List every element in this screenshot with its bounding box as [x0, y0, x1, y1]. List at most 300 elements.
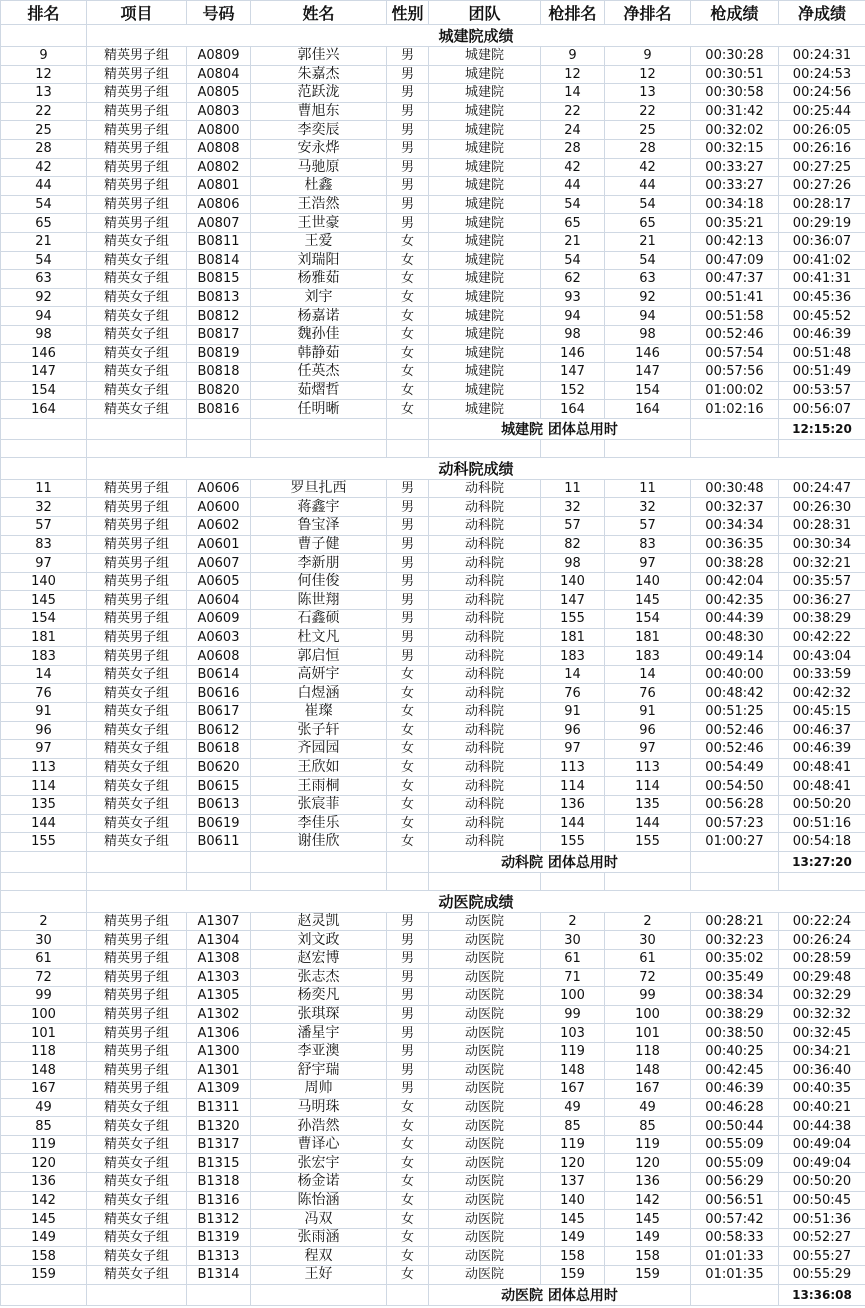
cell-net-rank: 11 [605, 479, 691, 498]
cell-team: 动医院 [429, 1098, 541, 1117]
cell-name: 孙浩然 [251, 1117, 387, 1136]
cell-net-time: 00:45:52 [779, 307, 865, 326]
cell-team: 动科院 [429, 777, 541, 796]
cell-net-time: 00:28:17 [779, 195, 865, 214]
cell-gun-time: 00:38:34 [691, 987, 779, 1006]
cell-gun-rank: 98 [541, 554, 605, 573]
cell-event: 精英男子组 [87, 987, 187, 1006]
cell-name: 杜鑫 [251, 177, 387, 196]
cell-gun-rank: 54 [541, 251, 605, 270]
table-row [1, 400, 865, 419]
table-row [1, 270, 865, 289]
cell-net-rank: 21 [605, 232, 691, 251]
cell-team: 动科院 [429, 721, 541, 740]
cell-gender: 女 [387, 232, 429, 251]
col-header-bib: 号码 [187, 1, 251, 25]
cell-rank: 42 [1, 158, 87, 177]
cell-net-time: 00:32:29 [779, 987, 865, 1006]
empty-cell [1, 872, 87, 890]
cell-team: 动医院 [429, 1042, 541, 1061]
cell-bib: A0807 [187, 214, 251, 233]
empty-cell [87, 439, 187, 457]
cell-net-rank: 148 [605, 1061, 691, 1080]
cell-net-rank: 57 [605, 517, 691, 536]
cell-gun-time: 00:56:28 [691, 795, 779, 814]
cell-bib: A0606 [187, 479, 251, 498]
cell-net-time: 00:32:32 [779, 1005, 865, 1024]
cell-net-time: 00:55:29 [779, 1266, 865, 1285]
cell-gun-time: 00:42:45 [691, 1061, 779, 1080]
empty-cell [251, 439, 387, 457]
empty-cell [1, 439, 87, 457]
cell-gun-rank: 94 [541, 307, 605, 326]
cell-bib: B0812 [187, 307, 251, 326]
cell-gun-rank: 22 [541, 102, 605, 121]
cell-bib: A0802 [187, 158, 251, 177]
cell-rank: 83 [1, 535, 87, 554]
cell-rank: 22 [1, 102, 87, 121]
cell-gun-time: 01:00:02 [691, 381, 779, 400]
cell-team: 动科院 [429, 684, 541, 703]
cell-rank: 146 [1, 344, 87, 363]
cell-net-rank: 100 [605, 1005, 691, 1024]
cell-gun-time: 00:30:48 [691, 479, 779, 498]
empty-cell [429, 872, 541, 890]
cell-gender: 女 [387, 400, 429, 419]
cell-net-rank: 54 [605, 251, 691, 270]
empty-cell [387, 418, 429, 439]
cell-rank: 94 [1, 307, 87, 326]
cell-net-time: 00:44:38 [779, 1117, 865, 1136]
cell-name: 杨雅茹 [251, 270, 387, 289]
cell-gun-rank: 28 [541, 139, 605, 158]
table-row [1, 740, 865, 759]
cell-name: 任明晰 [251, 400, 387, 419]
table-row [1, 758, 865, 777]
empty-cell [691, 439, 779, 457]
cell-name: 马明珠 [251, 1098, 387, 1117]
cell-net-time: 00:49:04 [779, 1154, 865, 1173]
table-row [1, 1135, 865, 1154]
cell-bib: B1312 [187, 1210, 251, 1229]
cell-gun-time: 00:34:18 [691, 195, 779, 214]
table-row [1, 833, 865, 852]
cell-team: 动科院 [429, 628, 541, 647]
cell-event: 精英女子组 [87, 232, 187, 251]
cell-team: 城建院 [429, 84, 541, 103]
cell-bib: B0613 [187, 795, 251, 814]
cell-net-time: 00:26:24 [779, 931, 865, 950]
cell-event: 精英女子组 [87, 1135, 187, 1154]
cell-name: 杨奕凡 [251, 987, 387, 1006]
cell-name: 高妍宇 [251, 665, 387, 684]
cell-gun-time: 00:42:13 [691, 232, 779, 251]
cell-bib: A0800 [187, 121, 251, 140]
cell-rank: 101 [1, 1024, 87, 1043]
cell-bib: B0616 [187, 684, 251, 703]
table-row [1, 912, 865, 931]
cell-name: 周帅 [251, 1080, 387, 1099]
cell-gun-rank: 11 [541, 479, 605, 498]
cell-rank: 63 [1, 270, 87, 289]
cell-net-time: 00:30:34 [779, 535, 865, 554]
empty-cell [1, 457, 87, 479]
empty-cell [187, 851, 251, 872]
cell-gun-time: 00:52:46 [691, 721, 779, 740]
empty-cell [1, 25, 87, 47]
cell-gun-rank: 155 [541, 610, 605, 629]
cell-event: 精英男子组 [87, 591, 187, 610]
cell-event: 精英男子组 [87, 195, 187, 214]
team-total-row [1, 1284, 865, 1305]
cell-gun-time: 00:32:15 [691, 139, 779, 158]
cell-team: 动科院 [429, 591, 541, 610]
cell-team: 动科院 [429, 498, 541, 517]
cell-net-time: 00:48:41 [779, 758, 865, 777]
cell-name: 郭启恒 [251, 647, 387, 666]
empty-cell [691, 418, 779, 439]
cell-bib: A1303 [187, 968, 251, 987]
cell-gender: 男 [387, 591, 429, 610]
col-header-event: 项目 [87, 1, 187, 25]
table-row [1, 195, 865, 214]
cell-gun-rank: 100 [541, 987, 605, 1006]
cell-team: 城建院 [429, 214, 541, 233]
cell-gun-rank: 137 [541, 1173, 605, 1192]
cell-event: 精英女子组 [87, 740, 187, 759]
empty-cell [87, 418, 187, 439]
cell-name: 李亚澳 [251, 1042, 387, 1061]
cell-gun-time: 00:42:04 [691, 572, 779, 591]
cell-gun-rank: 76 [541, 684, 605, 703]
cell-bib: A0603 [187, 628, 251, 647]
table-row [1, 572, 865, 591]
cell-rank: 65 [1, 214, 87, 233]
cell-net-time: 00:46:39 [779, 325, 865, 344]
cell-team: 城建院 [429, 400, 541, 419]
cell-net-time: 00:22:24 [779, 912, 865, 931]
cell-gender: 女 [387, 1154, 429, 1173]
cell-net-rank: 98 [605, 325, 691, 344]
cell-net-time: 00:24:47 [779, 479, 865, 498]
cell-bib: B0817 [187, 325, 251, 344]
table-row [1, 363, 865, 382]
spacer-row [1, 872, 865, 890]
cell-team: 动医院 [429, 1228, 541, 1247]
table-row [1, 610, 865, 629]
cell-bib: B0815 [187, 270, 251, 289]
cell-net-time: 00:26:30 [779, 498, 865, 517]
cell-rank: 159 [1, 1266, 87, 1285]
empty-cell [187, 418, 251, 439]
cell-net-time: 00:28:59 [779, 949, 865, 968]
cell-gender: 男 [387, 610, 429, 629]
cell-gender: 男 [387, 158, 429, 177]
cell-rank: 135 [1, 795, 87, 814]
cell-name: 陈世翔 [251, 591, 387, 610]
cell-event: 精英男子组 [87, 498, 187, 517]
cell-gender: 男 [387, 968, 429, 987]
cell-event: 精英女子组 [87, 795, 187, 814]
cell-name: 王雨桐 [251, 777, 387, 796]
cell-gun-time: 00:32:23 [691, 931, 779, 950]
cell-gun-rank: 65 [541, 214, 605, 233]
cell-team: 动科院 [429, 479, 541, 498]
cell-team: 动科院 [429, 833, 541, 852]
cell-net-time: 00:38:29 [779, 610, 865, 629]
table-row [1, 139, 865, 158]
empty-cell [387, 439, 429, 457]
cell-net-time: 00:40:21 [779, 1098, 865, 1117]
section-title: 动科院成绩 [87, 457, 865, 479]
cell-gun-time: 00:42:35 [691, 591, 779, 610]
cell-name: 程双 [251, 1247, 387, 1266]
cell-gender: 女 [387, 1266, 429, 1285]
cell-team: 动医院 [429, 1005, 541, 1024]
cell-gun-time: 00:58:33 [691, 1228, 779, 1247]
cell-bib: B0617 [187, 703, 251, 722]
header-row [1, 1, 865, 25]
cell-gun-rank: 119 [541, 1135, 605, 1154]
cell-gun-time: 00:48:30 [691, 628, 779, 647]
cell-event: 精英男子组 [87, 1080, 187, 1099]
empty-cell [251, 851, 387, 872]
empty-cell [1, 1284, 87, 1305]
col-header-net-time: 净成绩 [779, 1, 865, 25]
empty-cell [605, 872, 691, 890]
cell-net-time: 00:51:48 [779, 344, 865, 363]
cell-bib: A0808 [187, 139, 251, 158]
cell-rank: 32 [1, 498, 87, 517]
cell-gun-time: 00:33:27 [691, 177, 779, 196]
cell-event: 精英男子组 [87, 84, 187, 103]
col-header-gun-time: 枪成绩 [691, 1, 779, 25]
table-row [1, 968, 865, 987]
table-row [1, 628, 865, 647]
cell-name: 杨金诺 [251, 1173, 387, 1192]
cell-event: 精英女子组 [87, 1154, 187, 1173]
col-header-team: 团队 [429, 1, 541, 25]
cell-event: 精英女子组 [87, 1117, 187, 1136]
cell-net-time: 00:36:27 [779, 591, 865, 610]
cell-net-rank: 155 [605, 833, 691, 852]
cell-gun-rank: 97 [541, 740, 605, 759]
cell-net-rank: 92 [605, 288, 691, 307]
cell-name: 郭佳兴 [251, 47, 387, 66]
team-total-label: 动科院 团体总用时 [429, 851, 691, 872]
cell-rank: 154 [1, 610, 87, 629]
cell-team: 城建院 [429, 47, 541, 66]
cell-event: 精英男子组 [87, 1005, 187, 1024]
cell-gun-time: 00:55:09 [691, 1154, 779, 1173]
cell-event: 精英男子组 [87, 214, 187, 233]
cell-gun-rank: 42 [541, 158, 605, 177]
cell-gun-time: 00:49:14 [691, 647, 779, 666]
cell-gun-rank: 147 [541, 591, 605, 610]
col-header-gun-rank: 枪排名 [541, 1, 605, 25]
empty-cell [251, 418, 387, 439]
cell-bib: B0619 [187, 814, 251, 833]
cell-net-rank: 63 [605, 270, 691, 289]
cell-gender: 女 [387, 1117, 429, 1136]
cell-gun-rank: 9 [541, 47, 605, 66]
cell-team: 城建院 [429, 65, 541, 84]
cell-team: 城建院 [429, 381, 541, 400]
cell-gun-rank: 30 [541, 931, 605, 950]
table-row [1, 1117, 865, 1136]
cell-rank: 2 [1, 912, 87, 931]
cell-gender: 女 [387, 288, 429, 307]
cell-team: 动科院 [429, 814, 541, 833]
cell-net-time: 00:41:02 [779, 251, 865, 270]
cell-event: 精英男子组 [87, 139, 187, 158]
cell-rank: 57 [1, 517, 87, 536]
cell-bib: B1316 [187, 1191, 251, 1210]
cell-net-rank: 54 [605, 195, 691, 214]
cell-net-time: 00:41:31 [779, 270, 865, 289]
cell-net-time: 00:27:26 [779, 177, 865, 196]
cell-rank: 49 [1, 1098, 87, 1117]
cell-gun-time: 00:31:42 [691, 102, 779, 121]
cell-net-time: 00:50:45 [779, 1191, 865, 1210]
cell-gun-time: 00:33:27 [691, 158, 779, 177]
cell-net-rank: 12 [605, 65, 691, 84]
empty-cell [541, 439, 605, 457]
cell-net-rank: 114 [605, 777, 691, 796]
cell-gender: 男 [387, 1005, 429, 1024]
cell-gender: 女 [387, 251, 429, 270]
cell-gun-rank: 32 [541, 498, 605, 517]
cell-name: 任英杰 [251, 363, 387, 382]
cell-bib: A1304 [187, 931, 251, 950]
cell-name: 赵灵凯 [251, 912, 387, 931]
empty-cell [691, 1284, 779, 1305]
cell-rank: 54 [1, 195, 87, 214]
cell-event: 精英女子组 [87, 1228, 187, 1247]
cell-name: 冯双 [251, 1210, 387, 1229]
cell-name: 刘宇 [251, 288, 387, 307]
cell-gender: 男 [387, 554, 429, 573]
cell-bib: A0607 [187, 554, 251, 573]
cell-rank: 25 [1, 121, 87, 140]
cell-bib: B0615 [187, 777, 251, 796]
cell-bib: B0814 [187, 251, 251, 270]
cell-net-rank: 142 [605, 1191, 691, 1210]
cell-rank: 183 [1, 647, 87, 666]
cell-net-rank: 154 [605, 610, 691, 629]
cell-name: 魏孙佳 [251, 325, 387, 344]
cell-rank: 13 [1, 84, 87, 103]
empty-cell [187, 872, 251, 890]
cell-team: 动医院 [429, 1191, 541, 1210]
cell-gun-rank: 181 [541, 628, 605, 647]
cell-net-time: 00:32:21 [779, 554, 865, 573]
section-title: 城建院成绩 [87, 25, 865, 47]
table-row [1, 288, 865, 307]
cell-name: 石鑫硕 [251, 610, 387, 629]
cell-bib: B0818 [187, 363, 251, 382]
cell-gun-time: 00:51:25 [691, 703, 779, 722]
cell-rank: 97 [1, 554, 87, 573]
cell-net-time: 00:55:27 [779, 1247, 865, 1266]
cell-name: 李奕辰 [251, 121, 387, 140]
cell-bib: A0602 [187, 517, 251, 536]
table-row [1, 232, 865, 251]
cell-gender: 女 [387, 721, 429, 740]
empty-cell [387, 851, 429, 872]
table-row [1, 1191, 865, 1210]
cell-rank: 145 [1, 591, 87, 610]
cell-gun-rank: 145 [541, 1210, 605, 1229]
table-row [1, 554, 865, 573]
cell-rank: 99 [1, 987, 87, 1006]
table-row [1, 251, 865, 270]
cell-gun-time: 00:28:21 [691, 912, 779, 931]
cell-gender: 女 [387, 740, 429, 759]
cell-name: 范跃泷 [251, 84, 387, 103]
cell-net-rank: 44 [605, 177, 691, 196]
cell-team: 动医院 [429, 1061, 541, 1080]
cell-gender: 女 [387, 1247, 429, 1266]
cell-name: 杜文凡 [251, 628, 387, 647]
cell-name: 鲁宝泽 [251, 517, 387, 536]
cell-gender: 女 [387, 1098, 429, 1117]
cell-name: 杨嘉诺 [251, 307, 387, 326]
empty-cell [387, 1284, 429, 1305]
cell-rank: 98 [1, 325, 87, 344]
cell-gun-rank: 140 [541, 1191, 605, 1210]
cell-gun-rank: 71 [541, 968, 605, 987]
cell-gender: 女 [387, 703, 429, 722]
cell-event: 精英女子组 [87, 1191, 187, 1210]
table-row [1, 1266, 865, 1285]
cell-net-rank: 119 [605, 1135, 691, 1154]
cell-event: 精英男子组 [87, 121, 187, 140]
cell-event: 精英男子组 [87, 517, 187, 536]
cell-rank: 12 [1, 65, 87, 84]
cell-net-rank: 96 [605, 721, 691, 740]
cell-net-rank: 9 [605, 47, 691, 66]
cell-rank: 85 [1, 1117, 87, 1136]
cell-name: 白煜涵 [251, 684, 387, 703]
cell-gun-time: 00:54:50 [691, 777, 779, 796]
cell-net-rank: 76 [605, 684, 691, 703]
cell-rank: 44 [1, 177, 87, 196]
cell-team: 动科院 [429, 647, 541, 666]
cell-event: 精英男子组 [87, 1061, 187, 1080]
cell-event: 精英女子组 [87, 777, 187, 796]
cell-rank: 72 [1, 968, 87, 987]
cell-gun-time: 00:44:39 [691, 610, 779, 629]
cell-bib: A0804 [187, 65, 251, 84]
cell-net-time: 00:42:32 [779, 684, 865, 703]
cell-gun-rank: 164 [541, 400, 605, 419]
cell-net-rank: 147 [605, 363, 691, 382]
cell-bib: B0816 [187, 400, 251, 419]
results-body [1, 25, 865, 1306]
cell-gun-rank: 159 [541, 1266, 605, 1285]
cell-net-time: 00:52:27 [779, 1228, 865, 1247]
cell-bib: B0612 [187, 721, 251, 740]
cell-bib: B1314 [187, 1266, 251, 1285]
empty-cell [251, 872, 387, 890]
cell-gender: 女 [387, 1173, 429, 1192]
cell-gun-time: 00:52:46 [691, 325, 779, 344]
cell-net-rank: 159 [605, 1266, 691, 1285]
cell-net-time: 00:43:04 [779, 647, 865, 666]
table-row [1, 987, 865, 1006]
cell-bib: A1307 [187, 912, 251, 931]
